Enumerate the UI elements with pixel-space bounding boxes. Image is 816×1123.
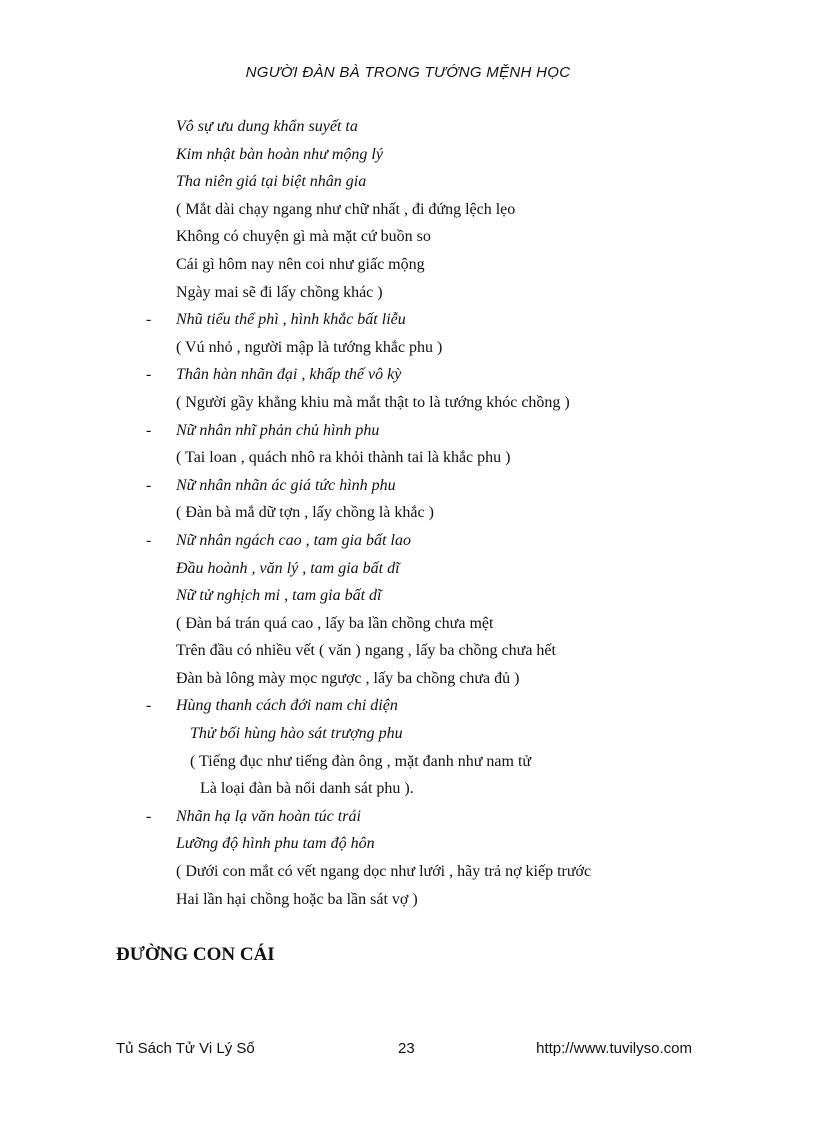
verse-line: Kim nhật bàn hoàn như mộng lý (176, 145, 383, 163)
footer-url: http://www.tuvilyso.com (536, 1040, 692, 1057)
page-footer (0, 1040, 816, 1060)
text-line (0, 858, 816, 886)
text-line (0, 582, 816, 610)
translation-line: Cái gì hôm nay nên coi như giấc mộng (176, 255, 425, 273)
verse-line: Thân hàn nhãn đại , khấp thế vô kỳ (176, 366, 402, 384)
text-line (0, 830, 816, 858)
text-line (0, 141, 816, 169)
verse-line: Nữ nhân nhãn ác giá tức hình phu (176, 476, 396, 494)
verse-line: Nữ tử nghịch mi , tam gia bất dĩ (176, 587, 382, 605)
page-content (0, 113, 816, 913)
text-line (0, 251, 816, 279)
bullet-dash: - (146, 697, 152, 715)
verse-line: Nhũ tiểu thể phì , hình khắc bất liễu (176, 311, 406, 329)
translation-line: ( Tai loan , quách nhô ra khỏi thành tai là khắc phu ) (176, 449, 511, 467)
text-line (0, 334, 816, 362)
translation-line: ( Tiếng đục như tiếng đàn ông , mặt đanh như nam tử (190, 752, 532, 770)
bullet-dash: - (146, 366, 152, 384)
bullet-dash: - (146, 421, 152, 439)
translation-line: Ngày mai sẽ đi lấy chồng khác ) (176, 283, 383, 301)
list-item (0, 527, 816, 555)
translation-line: ( Mắt dài chạy ngang như chữ nhất , đi đứng lệch lẹo (176, 200, 516, 218)
translation-line: ( Đàn bà mắ dữ tợn , lấy chồng là khắc ) (176, 504, 434, 522)
verse-line: Hùng thanh cách đới nam chi diện (176, 697, 398, 715)
text-line (0, 886, 816, 914)
bullet-dash: - (146, 531, 152, 549)
text-line (0, 168, 816, 196)
text-line (0, 113, 816, 141)
text-line (0, 748, 816, 776)
text-line (0, 665, 816, 693)
text-line (0, 610, 816, 638)
page-number: 23 (398, 1040, 415, 1057)
text-line (0, 279, 816, 307)
translation-line: Là loại đàn bà nổi danh sát phu ). (200, 780, 414, 798)
footer-book-title: Tủ Sách Tử Vi Lý Số (116, 1040, 255, 1057)
text-line (0, 196, 816, 224)
text-line (0, 775, 816, 803)
list-item (0, 361, 816, 389)
verse-line: Lưỡng độ hình phu tam độ hôn (176, 835, 375, 853)
page-header: NGƯỜI ĐÀN BÀ TRONG TƯỚNG MỆNH HỌC (245, 64, 571, 81)
text-line (0, 637, 816, 665)
text-line (0, 444, 816, 472)
list-item (0, 472, 816, 500)
translation-line: ( Dưới con mắt có vết ngang dọc như lưới , hãy trả nợ kiếp trước (176, 863, 592, 881)
verse-line: Vô sự ưu dung khẩn suyết ta (176, 118, 358, 135)
text-line (0, 720, 816, 748)
text-line (0, 389, 816, 417)
verse-line: Nhãn hạ lạ văn hoàn túc trái (176, 807, 361, 825)
translation-line: Trên đầu có nhiều vết ( văn ) ngang , lấy ba chồng chưa hết (176, 642, 556, 660)
text-line (0, 223, 816, 251)
list-item (0, 692, 816, 720)
translation-line: ( Vú nhỏ , người mập là tướng khắc phu ) (176, 338, 443, 356)
list-item (0, 306, 816, 334)
verse-line: Thử bối hùng hào sát trượng phu (190, 725, 403, 743)
section-heading: ĐƯỜNG CON CÁI (116, 944, 275, 965)
translation-line: ( Người gầy khẳng khiu mà mắt thật to là tướng khóc chồng ) (176, 393, 570, 411)
bullet-dash: - (146, 476, 152, 494)
translation-line: Hai lần hại chồng hoặc ba lần sát vợ ) (176, 890, 418, 908)
translation-line: ( Đàn bá trán quá cao , lấy ba lần chồng chưa mệt (176, 614, 494, 632)
verse-line: Tha niên giá tại biệt nhân gia (176, 173, 367, 191)
bullet-dash: - (146, 807, 152, 825)
bullet-dash: - (146, 311, 152, 329)
verse-line: Đầu hoành , văn lý , tam gia bất dĩ (176, 559, 400, 577)
list-item (0, 417, 816, 445)
translation-line: Không có chuyện gì mà mặt cứ buồn so (176, 228, 431, 246)
verse-line: Nữ nhân ngách cao , tam gia bất lao (176, 531, 411, 549)
verse-line: Nữ nhân nhĩ phản chủ hình phu (176, 421, 380, 439)
text-line (0, 499, 816, 527)
translation-line: Đàn bà lông mày mọc ngược , lấy ba chồng chưa đủ ) (176, 669, 520, 687)
list-item (0, 803, 816, 831)
text-line (0, 555, 816, 583)
